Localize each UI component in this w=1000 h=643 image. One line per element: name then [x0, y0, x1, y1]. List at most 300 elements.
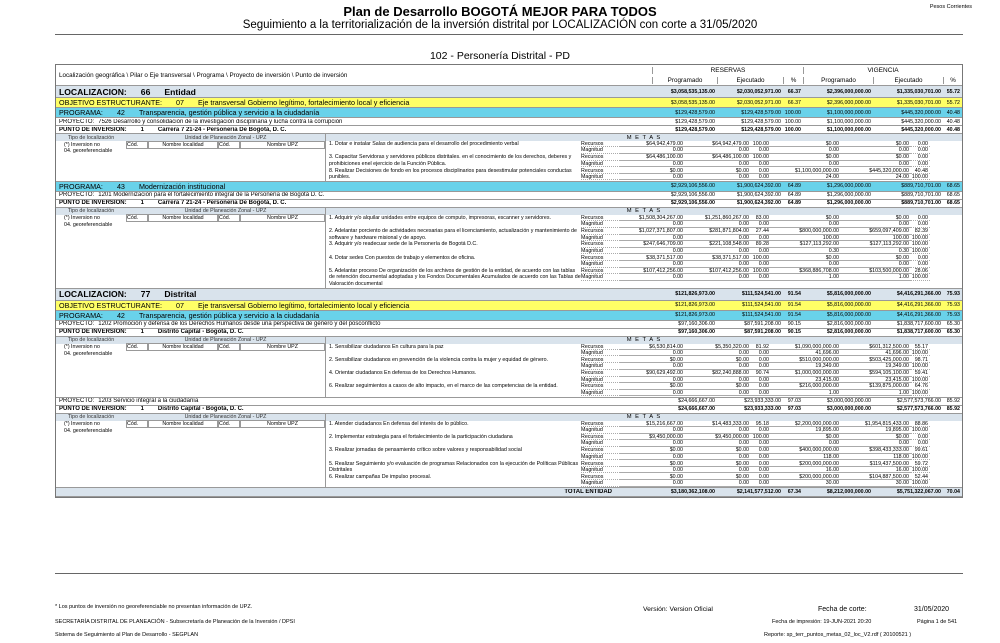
metas-header: M E T A S [326, 134, 962, 141]
table-header [56, 65, 962, 86]
amount-cell: 0.00 [620, 427, 685, 433]
goal-text: 2. Sensibilizar ciudadanos en prevención de la violencia contra la mujer y equidad de género. [329, 356, 549, 363]
report-table [55, 64, 963, 498]
amount-cell: $216,000,000.00 [771, 383, 841, 389]
amount-cell: 0.00 [841, 221, 911, 227]
amount-cell: $0.00 [620, 168, 685, 174]
location-panel [56, 134, 326, 181]
goal-value-row [620, 221, 930, 227]
amount-cell: 0.00 [751, 235, 771, 241]
amount-cell: $0.00 [771, 434, 841, 440]
loc-row [56, 86, 962, 98]
proy-prefix: PROYECTO: [59, 118, 95, 125]
amount-cell: $0.00 [685, 447, 751, 453]
amount-cell: 0.00 [751, 261, 771, 267]
goal-value-row [620, 350, 930, 356]
col-ejecutado: Ejecutado [873, 77, 943, 84]
goal-kind [581, 434, 620, 447]
col-nombre-upz: Nombre UPZ [240, 214, 325, 222]
goal-text: 1. Dotar e instalar Salas de audiencia para el desarrollo del procedimiento verbal [329, 141, 519, 147]
amount-cell: 55.72 [946, 88, 960, 95]
goal-row [326, 461, 962, 474]
amount-cell: 0.00 [841, 440, 911, 446]
amount-cell: 0.00 [685, 248, 751, 254]
goal-row [326, 421, 962, 434]
amounts [652, 119, 962, 125]
amount-cell: 28.06 [911, 268, 930, 274]
amount-cell: 0.00 [620, 235, 685, 241]
amount-cell: $400,000,000.00 [771, 447, 841, 453]
goal-value-row [620, 427, 930, 433]
amount-cell: 0.00 [620, 480, 685, 486]
amount-cell: 0.00 [911, 434, 930, 440]
amount-cell: 0.00 [685, 161, 751, 167]
pi-prefix: PUNTO DE INVERSIÓN: [59, 126, 127, 133]
magnitud-label: Magnitud [581, 161, 620, 167]
goal-kind [581, 228, 620, 241]
goal-text: 1. Sensibilizar ciudadanos En cultura para la paz [329, 343, 444, 350]
magnitud-label: Magnitud [581, 248, 620, 254]
amount-cell: 91.54 [787, 302, 801, 309]
amount-cell: $594,105,100.00 [841, 370, 911, 376]
amount-cell: 100.00 [752, 254, 769, 261]
prog-code: 42 [116, 310, 125, 320]
amount-cell: $119,437,500.00 [841, 461, 911, 467]
amount-cell: 0.00 [685, 350, 751, 356]
col-nombre-localidad: Nombre localidad [148, 214, 218, 222]
goal-values [620, 228, 930, 241]
amount-cell: 75.93 [946, 302, 960, 309]
pi-prefix: PUNTO DE INVERSIÓN: [59, 329, 127, 336]
prog-name: Transparencia, gestión pública y servicio a la ciudadanía [138, 310, 320, 320]
divider [55, 573, 963, 574]
amount-cell: 0.00 [685, 147, 751, 153]
amount-cell: 100.00 [752, 154, 769, 161]
prog-name: Transparencia, gestión pública y servicio a la ciudadanía [138, 108, 320, 117]
pi-code: 1 [140, 200, 144, 207]
goal-kind [581, 370, 620, 383]
col-cod: Cód. [218, 214, 240, 222]
goal-row [326, 434, 962, 447]
col-cod: Cód. [126, 214, 148, 222]
amount-cell: 0.00 [620, 174, 685, 180]
amount-cell: 0.00 [751, 383, 771, 389]
goal-value-row [620, 248, 930, 254]
inversion-note: (*) Inversion no [64, 421, 100, 428]
proy-name: 7526 Desarrollo y consolidación de la investigación disciplinaria y lucha contra la corrupción [98, 118, 343, 125]
amount-cell: 67.34 [787, 489, 801, 496]
amount-cell: 100.00 [911, 467, 928, 474]
amount-cell: $2,577,573,766.00 [896, 398, 941, 405]
goal-value-row [620, 440, 930, 446]
amount-cell: $2,030,052,971.00 [736, 88, 781, 95]
amount-cell: $129,428,579.00 [675, 118, 715, 125]
amount-cell: 40.48 [946, 118, 960, 125]
amount-cell: $2,929,106,556.00 [670, 192, 715, 199]
amount-cell: 0.00 [620, 261, 685, 267]
amount-cell: $1,027,371,807.00 [620, 228, 685, 234]
amount-cell: $104,887,500.00 [841, 474, 911, 480]
proy-row [56, 192, 962, 200]
amount-cell: 23,415.00 [841, 377, 911, 383]
vigencia-header: VIGENCIA [803, 67, 962, 74]
amount-cell: 0.00 [751, 480, 771, 486]
proy-prefix: PROYECTO: [59, 321, 95, 328]
goal-text: 4. Orientar ciudadanos En defensa de los Derechos Humanos. [329, 370, 477, 377]
pi-prefix: PUNTO DE INVERSIÓN: [59, 406, 127, 413]
recursos-label: Recursos [581, 228, 620, 234]
amount-cell: 1.00 [771, 390, 841, 396]
amount-cell: $445,320,000.00 [901, 109, 941, 116]
georef-note: 04. georeferenciable [64, 148, 113, 154]
amount-cell: 0.00 [620, 248, 685, 254]
amount-cell: $111,524,541.00 [741, 291, 781, 298]
prog-label [56, 182, 652, 191]
amount-cell: 0.00 [685, 377, 751, 383]
proy-label [56, 119, 652, 125]
amount-cell: 100.00 [752, 141, 769, 147]
goal-kind [581, 344, 620, 357]
amount-cell: 0.00 [751, 147, 771, 153]
amount-cell: $24,666,667.00 [678, 398, 715, 405]
prog-prefix: PROGRAMA: [59, 310, 103, 320]
amount-cell: 0.00 [685, 274, 751, 280]
goal-values [620, 447, 930, 460]
amount-cell: $510,000,000.00 [771, 357, 841, 363]
goal-row [326, 154, 962, 167]
amount-cell: $0.00 [841, 434, 911, 440]
goal-text: 3. Realizar jornadas de pensamiento crítico sobre valores y responsabilidad social [329, 447, 522, 454]
prog-prefix: PROGRAMA: [59, 108, 103, 117]
amount-cell: 16.00 [771, 467, 841, 473]
amounts [652, 312, 962, 318]
total-row [56, 488, 962, 497]
location-columns [56, 215, 325, 222]
col-programado: Programado [652, 77, 717, 84]
amount-cell: $1,100,000,000.00 [771, 168, 841, 174]
goal-values [620, 474, 930, 487]
amount-cell: $3,000,000,000.00 [826, 406, 871, 413]
amount-cell: $139,875,000.00 [841, 383, 911, 389]
amount-cell: 0.00 [751, 467, 771, 473]
amount-cell: 97.03 [787, 398, 801, 405]
amount-cell: $2,141,577,512.00 [736, 489, 781, 496]
proy-row [56, 398, 962, 406]
amount-cell: $1,100,000,000.00 [826, 126, 871, 133]
amounts [652, 398, 962, 404]
pi-row [56, 329, 962, 337]
goal-kind [581, 357, 620, 370]
goals-panel [326, 414, 962, 487]
amount-cell: 82.39 [911, 228, 930, 234]
magnitud-label: Magnitud [581, 480, 620, 486]
amount-cell: 64.76 [911, 383, 930, 389]
amounts [652, 291, 962, 297]
obj-name: Eje transversal Gobierno legítimo, fortalecimiento local y eficiencia [198, 98, 410, 107]
amount-cell: $0.00 [620, 383, 685, 389]
amount-cell: $4,416,291,366.00 [896, 312, 941, 319]
prog-prefix: PROGRAMA: [59, 181, 103, 191]
amount-cell: $23,933,333.00 [744, 406, 781, 413]
goal-values [620, 154, 930, 167]
goal-values [620, 383, 930, 396]
amount-cell: $200,000,000.00 [771, 461, 841, 467]
amount-cell: 19,349.00 [841, 363, 911, 369]
amount-cell: $2,030,052,971.00 [736, 99, 781, 106]
amount-cell: $0.00 [771, 255, 841, 261]
amount-cell: $1,838,717,600.00 [896, 329, 941, 336]
amount-cell: $1,251,860,267.00 [685, 215, 751, 221]
amount-cell: 52.44 [911, 474, 930, 480]
goal-text: 6. Realizar seguimientos a casos de alto impacto, en el marco de las competencias de la entidad. [329, 383, 558, 390]
upz-header: Unidad de Planeación Zonal - UPZ [184, 134, 267, 141]
amount-cell: $659,097,409.00 [841, 228, 911, 234]
pi-prefix: PUNTO DE INVERSIÓN: [59, 200, 127, 207]
amount-cell: $87,591,208.00 [744, 329, 781, 336]
amount-cell: 0.00 [620, 161, 685, 167]
col-nombre-upz: Nombre UPZ [240, 420, 325, 428]
upz-header: Unidad de Planeación Zonal - UPZ [184, 208, 267, 215]
amount-cell: 59.72 [911, 461, 930, 467]
amount-cell: 68.65 [946, 192, 960, 199]
loc-label [56, 87, 652, 97]
amount-cell: $87,591,208.00 [744, 321, 781, 328]
prog-code: 42 [116, 108, 125, 117]
goal-value-row [620, 161, 930, 167]
amount-cell: $2,396,000,000.00 [826, 88, 871, 95]
amount-cell: 66.37 [787, 99, 801, 106]
amount-cell: 0.30 [841, 248, 911, 254]
prog-row [56, 108, 962, 118]
prog-label [56, 311, 652, 320]
amount-cell: 0.00 [685, 235, 751, 241]
amount-cell: 90.15 [787, 321, 801, 328]
amount-cell: 0.00 [751, 357, 771, 363]
amount-cell: 0.30 [771, 248, 841, 254]
proy-prefix: PROYECTO: [59, 192, 95, 199]
col-cod: Cód. [218, 141, 240, 149]
amount-cell: 100.00 [911, 241, 928, 248]
proy-label [56, 321, 652, 327]
magnitud-label: Magnitud [581, 427, 620, 433]
amount-cell: 65.30 [946, 329, 960, 336]
goal-kind [581, 154, 620, 167]
amount-cell: $445,320,000.00 [901, 126, 941, 133]
amount-cell: $1,335,030,701.00 [896, 88, 941, 95]
amount-cell: 0.00 [685, 390, 751, 396]
prog-name: Modernización institucional [138, 181, 226, 191]
magnitud-label: Magnitud [581, 454, 620, 460]
amount-cell: 0.00 [911, 147, 930, 153]
loc-row [56, 289, 962, 301]
footer-system: Sistema de Seguimiento al Plan de Desarrollo - SEGPLAN [55, 632, 199, 638]
amount-cell: $1,100,000,000.00 [826, 109, 871, 116]
amount-cell: $38,371,517.00 [685, 255, 751, 261]
magnitud-label: Magnitud [581, 440, 620, 446]
magnitud-label: Magnitud [581, 261, 620, 267]
col-nombre-localidad: Nombre localidad [148, 420, 218, 428]
recursos-label: Recursos [581, 255, 620, 261]
version: Versión: Version Oficial [643, 606, 713, 613]
amount-cell: 98.71 [911, 357, 930, 363]
goal-values [620, 215, 930, 228]
goal-row [326, 447, 962, 460]
total-label: TOTAL ENTIDAD [564, 489, 612, 496]
amount-cell: 0.00 [620, 221, 685, 227]
recursos-label: Recursos [581, 383, 620, 389]
loc-code: 77 [140, 289, 151, 300]
goal-value-row [620, 390, 930, 396]
amount-cell: 55.72 [946, 99, 960, 106]
amount-cell: 83.00 [751, 215, 771, 221]
pi-row [56, 406, 962, 414]
amount-cell: 90.15 [787, 329, 801, 336]
inversion-note: (*) Inversion no [64, 215, 100, 222]
recursos-label: Recursos [581, 168, 620, 174]
amount-cell: 90.74 [751, 370, 771, 376]
amount-cell: 100.00 [911, 376, 928, 383]
cutoff-label: Fecha de corte: [818, 606, 867, 613]
amount-cell: $889,710,701.00 [901, 192, 941, 199]
footer-note: * Los puntos de inversión no georeferenciable no presentan información de UPZ. [55, 604, 253, 610]
goal-values [620, 141, 930, 154]
amount-cell: 0.00 [620, 377, 685, 383]
tipo-header: Tipo de localización [67, 414, 115, 421]
amount-cell: 70.04 [946, 489, 960, 496]
amount-cell: $1,090,000,000.00 [771, 344, 841, 350]
amount-cell: 0.00 [620, 467, 685, 473]
goal-values [620, 268, 930, 281]
goal-value-row [620, 467, 930, 473]
amount-cell: $129,428,579.00 [741, 118, 781, 125]
amount-cell: 16.00 [841, 467, 911, 473]
proy-name: 1201 Modernización para el fortalecimiento integral de la Personería de Bogotá D. C. [98, 192, 325, 199]
amount-cell: 64.89 [787, 192, 801, 199]
amount-cell: 40.48 [946, 126, 960, 133]
recursos-label: Recursos [581, 357, 620, 363]
amounts [652, 321, 962, 327]
amount-cell: $8,212,000,000.00 [826, 489, 871, 496]
amount-cell: $23,933,333.00 [744, 398, 781, 405]
recursos-label: Recursos [581, 421, 620, 427]
amount-cell: $5,350,320.00 [685, 344, 751, 350]
amount-cell: 0.00 [751, 161, 771, 167]
amount-cell: 0.00 [771, 147, 841, 153]
amount-cell: 118.00 [771, 454, 841, 460]
proy-row [56, 118, 962, 126]
goal-kind [581, 141, 620, 154]
metas-header: M E T A S [326, 208, 962, 215]
amount-cell: 0.00 [685, 440, 751, 446]
entity-title: 102 - Personería Distrital - PD [429, 50, 571, 62]
amount-cell: 19,895.00 [841, 427, 911, 433]
pi-label [56, 127, 652, 133]
amount-cell: $2,200,000,000.00 [771, 421, 841, 427]
amount-cell: $6,530,814.00 [620, 344, 685, 350]
pi-row [56, 126, 962, 134]
amount-cell: $3,180,362,108.00 [670, 489, 715, 496]
amount-cell: $129,428,579.00 [675, 126, 715, 133]
amount-cell: $0.00 [841, 154, 911, 160]
amount-cell: $3,058,535,135.00 [670, 99, 715, 106]
amount-cell: $0.00 [620, 357, 685, 363]
amount-cell: 99.61 [911, 447, 930, 453]
amount-cell: $5,816,000,000.00 [826, 312, 871, 319]
goal-values [620, 434, 930, 447]
amount-cell: 100.00 [784, 126, 801, 133]
amount-cell: 97.03 [787, 406, 801, 413]
divider [55, 34, 963, 35]
obj-label [56, 98, 652, 107]
amount-cell: 0.00 [685, 363, 751, 369]
col-cod: Cód. [126, 343, 148, 351]
amount-cell: 0.00 [685, 221, 751, 227]
amount-cell: 27.44 [751, 228, 771, 234]
proy-name: 1203 Servicio integral a la ciudadanía [98, 398, 199, 405]
amount-cell: $0.00 [841, 255, 911, 261]
amount-cell: 0.00 [685, 454, 751, 460]
col-cod: Cód. [218, 343, 240, 351]
amount-cell: $1,100,000,000.00 [826, 118, 871, 125]
amount-cell: $0.00 [841, 141, 911, 147]
amount-cell: 19,349.00 [771, 363, 841, 369]
goal-kind [581, 268, 620, 281]
loc-prefix: LOCALIZACION: [59, 289, 127, 300]
goal-text: 8. Realizar Decisiones de fondo en los procesos disciplinarios para desestimular potenciales conductas punibles. [329, 167, 572, 180]
amounts [652, 302, 962, 308]
pi-name: Distrito Capital - Bogotá, D. C. [157, 329, 244, 336]
location-panel [56, 208, 326, 288]
amount-cell: 0.00 [751, 174, 771, 180]
amount-cell: 0.00 [620, 350, 685, 356]
amount-cell: 0.00 [911, 255, 930, 261]
magnitud-label: Magnitud [581, 174, 620, 180]
amount-cell: $1,000,000,000.00 [771, 370, 841, 376]
amount-cell: 59.41 [911, 370, 930, 376]
amount-cell: 100.00 [911, 173, 928, 180]
amounts [652, 127, 962, 133]
amount-cell: 1.00 [771, 274, 841, 280]
amount-cell: $1,900,624,392.00 [736, 192, 781, 199]
amount-cell: $127,113,292.00 [841, 241, 911, 247]
amount-cell: 68.65 [946, 183, 960, 190]
amount-cell: $889,710,701.00 [901, 200, 941, 207]
amount-cell: $127,113,292.00 [771, 241, 841, 247]
amount-cell: $1,954,815,433.00 [841, 421, 911, 427]
goal-kind [581, 421, 620, 434]
amount-cell: $2,816,000,000.00 [826, 321, 871, 328]
reservas-header: RESERVAS [652, 67, 803, 74]
location-panel [56, 337, 326, 397]
amount-cell: 100.00 [911, 247, 928, 254]
amount-cell: $111,524,541.00 [742, 312, 781, 319]
goal-row [326, 357, 962, 370]
col-cod: Cód. [218, 420, 240, 428]
print-date: Fecha de impresión: 19-JUN-2021 20:20 [772, 619, 872, 625]
col-pct: % [783, 77, 803, 84]
amount-cell: 0.00 [751, 461, 771, 467]
amount-cell: 24.00 [841, 174, 911, 180]
obj-row [56, 98, 962, 108]
amount-cell: 100.00 [911, 274, 928, 281]
amount-cell: $121,826,973.00 [675, 302, 715, 309]
amount-cell: $15,216,667.00 [620, 421, 685, 427]
amount-cell: 100.00 [911, 234, 928, 241]
amount-cell: $103,500,000.00 [841, 268, 911, 274]
georef-note: 04. georeferenciable [64, 427, 113, 434]
amount-cell: 0.00 [620, 274, 685, 280]
goal-row [326, 370, 962, 383]
